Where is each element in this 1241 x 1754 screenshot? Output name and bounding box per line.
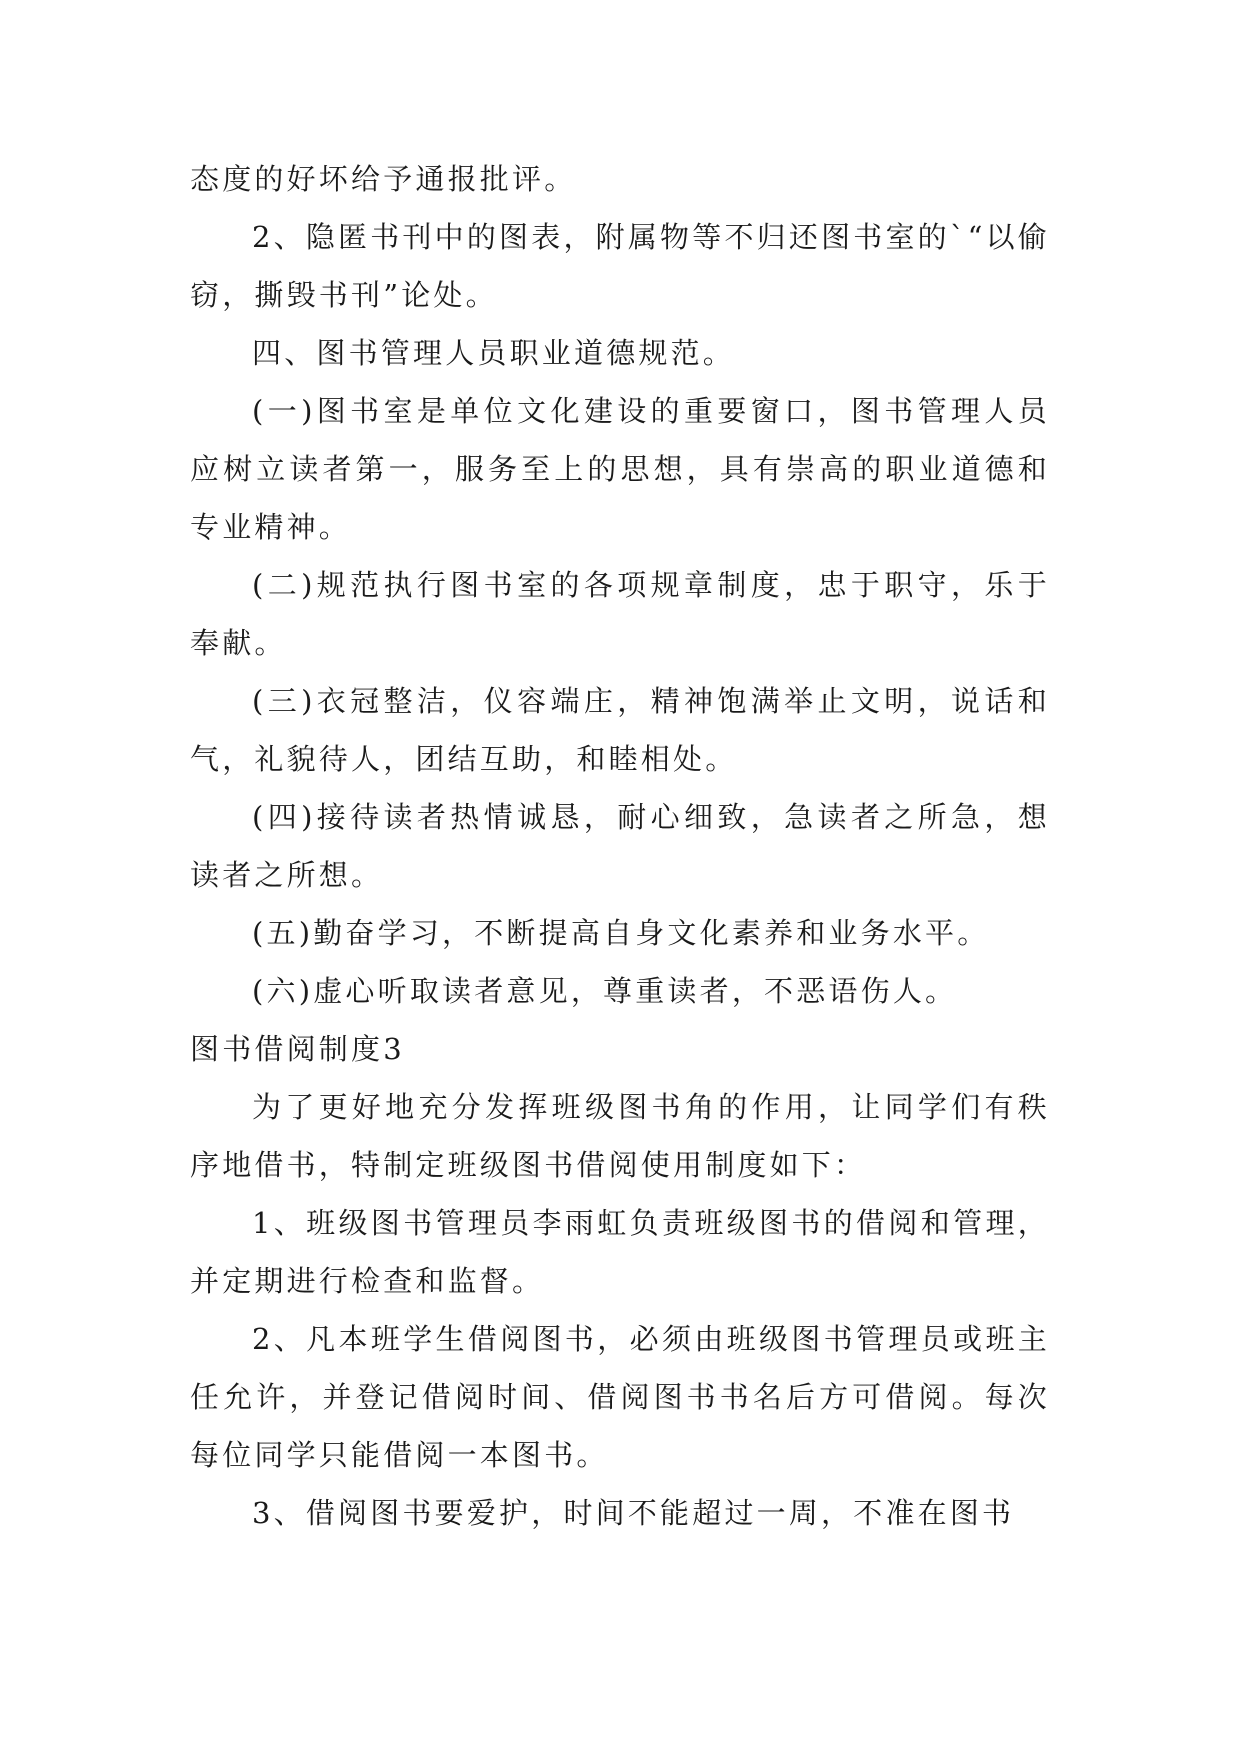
paragraph-rule-3: 3、借阅图书要爱护，时间不能超过一周，不准在图书 — [252, 1496, 1015, 1530]
paragraph-ethics-3: (三)衣冠整洁，仪容端庄，精神饱满举止文明，说话和气，礼貌待人，团结互助，和睦相处。 — [190, 684, 1050, 776]
paragraph-ethics-2: (二)规范执行图书室的各项规章制度，忠于职守，乐于奉献。 — [190, 568, 1050, 660]
paragraph-ethics-4: (四)接待读者热情诚恳，耐心细致，急读者之所急，想读者之所想。 — [190, 800, 1050, 892]
paragraph-continuation: 态度的好坏给予通报批评。 — [190, 162, 577, 196]
paragraph-ethics-6: (六)虚心听取读者意见，尊重读者，不恶语伤人。 — [252, 974, 958, 1008]
section-title-borrowing-rules-3: 图书借阅制度3 — [190, 1032, 405, 1066]
paragraph-intro: 为了更好地充分发挥班级图书角的作用，让同学们有秩序地借书，特制定班级图书借阅使用制度如下： — [190, 1090, 1050, 1182]
paragraph-ethics-1: (一)图书室是单位文化建设的重要窗口，图书管理人员应树立读者第一，服务至上的思想，具有崇高的职业道德和专业精神。 — [190, 394, 1050, 544]
section-heading-ethics: 四、图书管理人员职业道德规范。 — [252, 336, 736, 370]
paragraph-ethics-5: (五)勤奋学习，不断提高自身文化素养和业务水平。 — [252, 916, 990, 950]
document-body — [190, 150, 1050, 1542]
paragraph-rule-1: 1、班级图书管理员李雨虹负责班级图书的借阅和管理，并定期进行检查和监督。 — [190, 1206, 1050, 1298]
paragraph-rule-2: 2、凡本班学生借阅图书，必须由班级图书管理员或班主任允许，并登记借阅时间、借阅图书书名后方可借阅。每次每位同学只能借阅一本图书。 — [190, 1322, 1050, 1472]
paragraph-rule-2-concealment: 2、隐匿书刊中的图表，附属物等不归还图书室的`“以偷窃，撕毁书刊”论处。 — [190, 220, 1050, 312]
